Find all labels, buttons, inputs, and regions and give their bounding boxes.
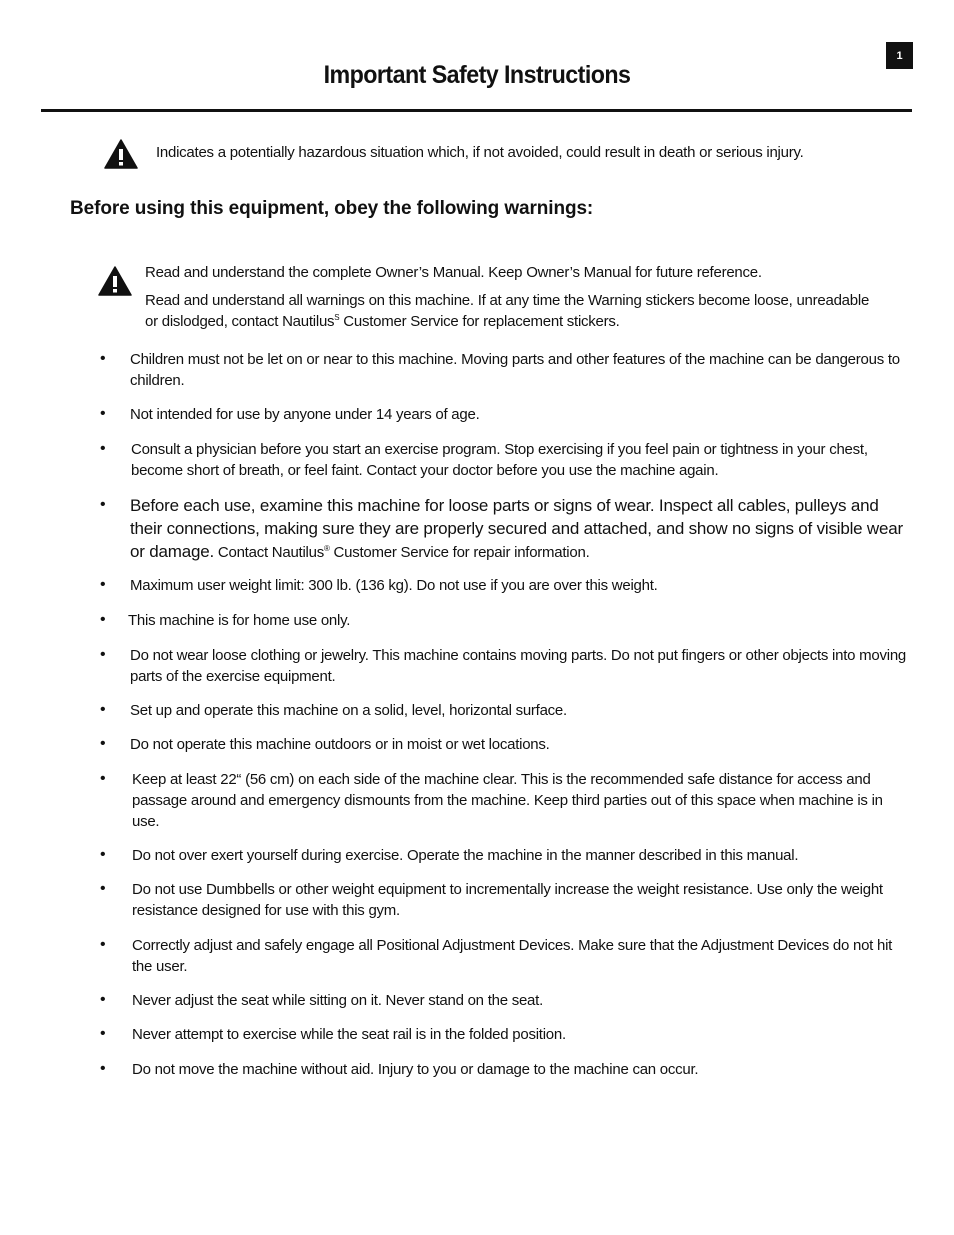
page-number: 1 [886, 42, 913, 69]
warning-text: This machine is for home use only. [128, 612, 351, 629]
bullet: • [100, 440, 106, 457]
warning-text: Not intended for use by anyone under 14 years of age. [130, 406, 480, 423]
hazard-definition: Indicates a potentially hazardous situation which, if not avoided, could result in death or serious injury. [156, 144, 804, 161]
callout-stickers-text [145, 290, 885, 332]
bullet: • [100, 350, 106, 367]
bullet: • [100, 646, 106, 663]
warning-triangle-icon [98, 266, 132, 296]
warning-text: Do not over exert yourself during exercise. Operate the machine in the manner described in this manual. [132, 847, 799, 864]
warning-text: Set up and operate this machine on a solid, level, horizontal surface. [130, 702, 567, 719]
warning-text: Consult a physician before you start an exercise program. Stop exercising if you feel pain or tightness in your chest, become short of breath, or feel faint. Contact your doctor before you use the machine again. [131, 441, 868, 479]
section-heading: Before using this equipment, obey the following warnings: [70, 198, 594, 219]
warning-text: Keep at least 22“ (56 cm) on each side of the machine clear. This is the recommended safe distance for access and passage around and emergency dismounts from the machine. Keep third parties out of this space when machine is in use. [132, 771, 883, 830]
warning-text-part: Before each use, examine this machine for loose parts or signs of wear. Inspect all cables, pulleys and their connections, making sure they are properly secured and attached, and show no signs of visible wear or damage. [130, 496, 903, 561]
warning-triangle-icon [104, 139, 138, 169]
warning-text: Do not use Dumbbells or other weight equipment to incrementally increase the weight resistance. Use only the weight resistance designed for use with this gym. [132, 881, 883, 919]
bullet: • [100, 1060, 106, 1077]
bullet: • [100, 611, 106, 628]
bullet: • [100, 991, 106, 1008]
bullet: • [100, 936, 106, 953]
warning-text-part: Contact Nautilus [214, 544, 324, 561]
bullet: • [100, 405, 106, 422]
warning-text: Correctly adjust and safely engage all Positional Adjustment Devices. Make sure that the Adjustment Devices do not hit the user. [132, 937, 893, 975]
bullet: • [100, 701, 106, 718]
warning-text-part: Customer Service for repair information. [329, 544, 590, 561]
warning-text: Never adjust the seat while sitting on it. Never stand on the seat. [132, 992, 543, 1009]
warning-text: Do not operate this machine outdoors or in moist or wet locations. [130, 736, 550, 753]
warning-text: Maximum user weight limit: 300 lb. (136 kg). Do not use if you are over this weight. [130, 577, 658, 594]
bullet: • [100, 496, 106, 513]
callout-stickers-part: Customer Service for replacement stickers. [339, 313, 620, 330]
bullet: • [100, 770, 106, 787]
warning-text: Never attempt to exercise while the seat rail is in the folded position. [132, 1026, 566, 1043]
registered-mark: ® [323, 544, 330, 553]
callout-manual-text: Read and understand the complete Owner’s Manual. Keep Owner’s Manual for future reference. [145, 264, 762, 281]
superscript-mark: S [334, 313, 340, 322]
warning-text [130, 494, 908, 564]
bullet: • [100, 846, 106, 863]
title-divider [41, 109, 912, 112]
warning-text: Do not move the machine without aid. Injury to you or damage to the machine can occur. [132, 1061, 699, 1078]
bullet: • [100, 880, 106, 897]
warning-text: Children must not be let on or near to this machine. Moving parts and other features of the machine can be dangerous to children. [130, 351, 900, 389]
bullet: • [100, 735, 106, 752]
bullet: • [100, 1025, 106, 1042]
callout-stickers-part: Read and understand all warnings on this machine. If at any time the Warning stickers become loose, unreadable or dislodged, contact Nautilus [145, 292, 870, 330]
bullet: • [100, 576, 106, 593]
warning-text: Do not wear loose clothing or jewelry. This machine contains moving parts. Do not put fingers or other objects into moving parts of the exercise equipment. [130, 647, 907, 685]
page-title: Important Safety Instructions [323, 61, 631, 89]
